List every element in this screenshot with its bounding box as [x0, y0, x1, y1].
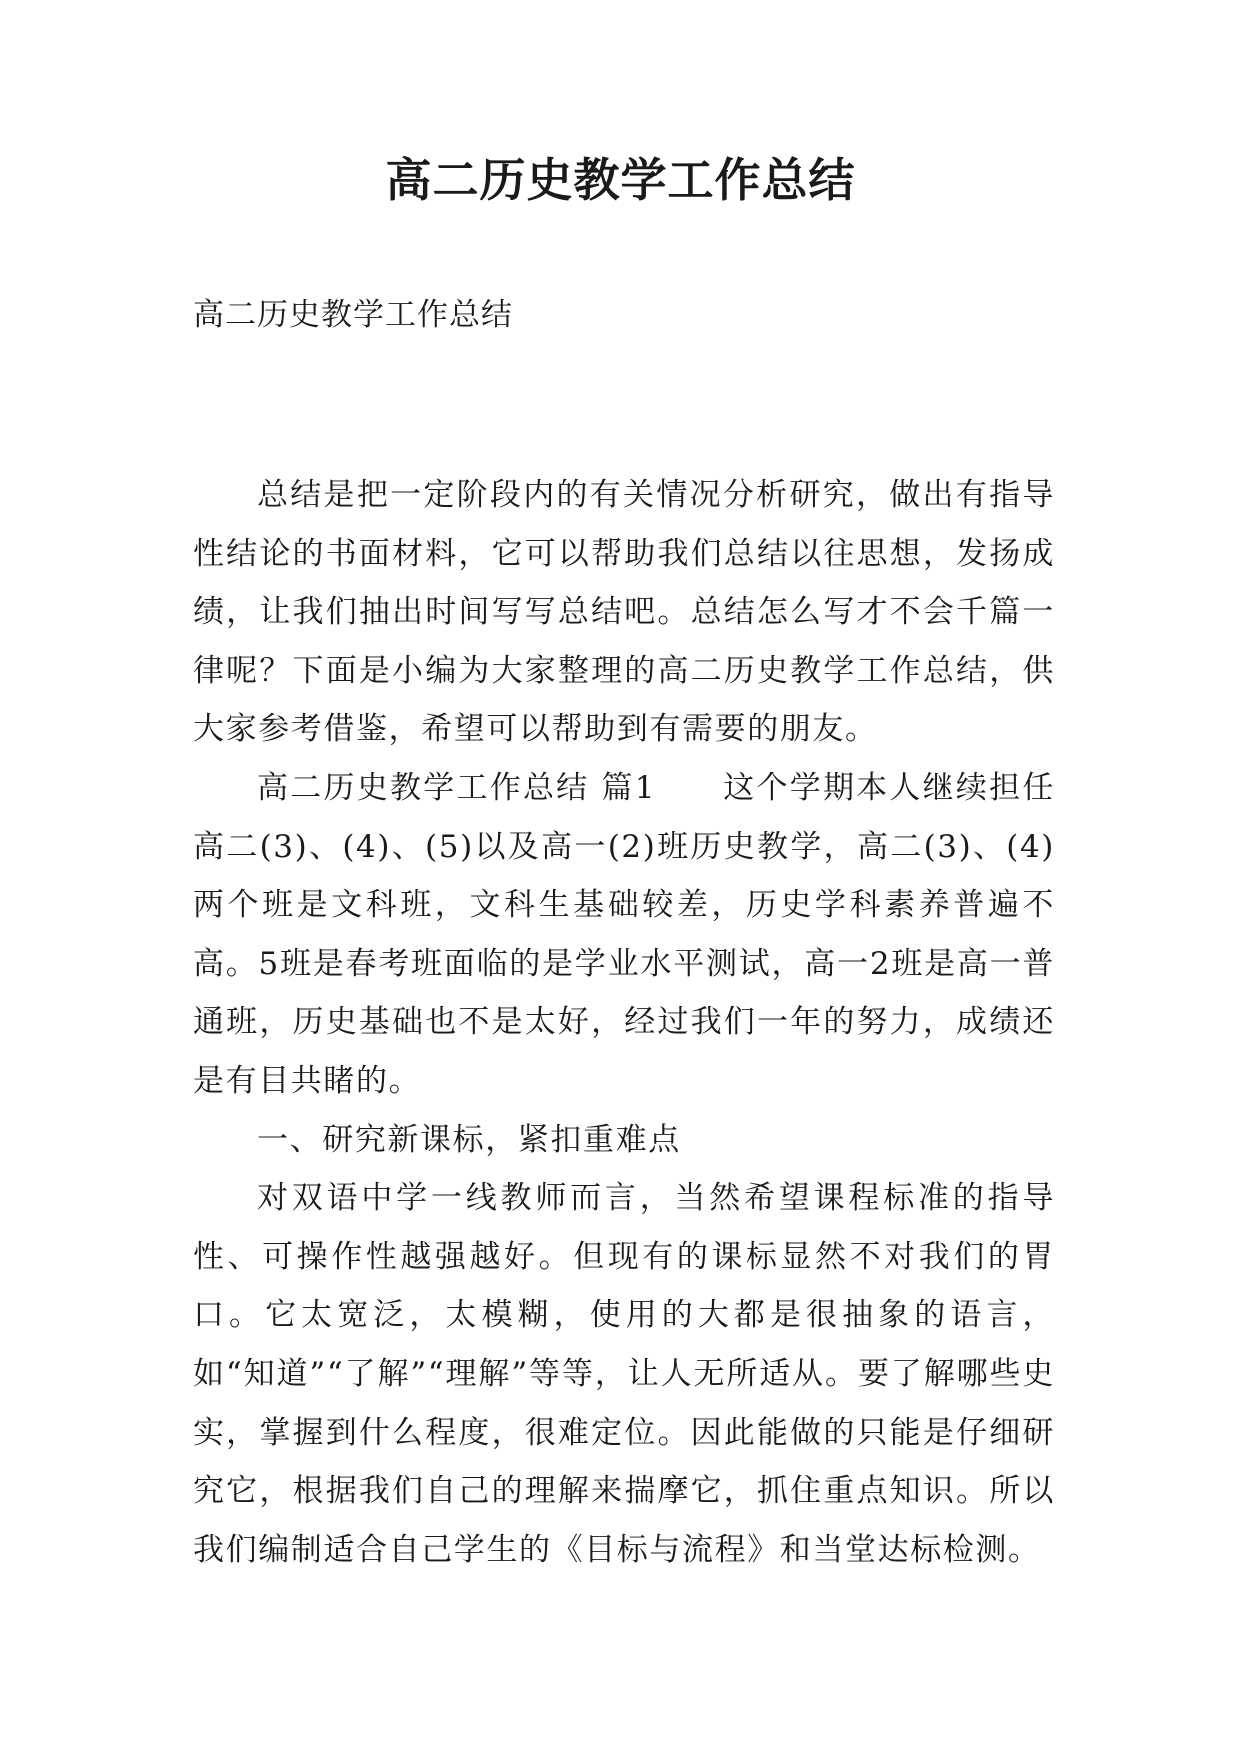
document-title: 高二历史教学工作总结	[385, 153, 856, 207]
section-1-paragraph: 高二历史教学工作总结 篇1 这个学期本人继续担任高二(3)、(4)、(5)以及高一(2)班历史教学，高二(3)、(4)两个班是文科班，文科生基础较差，历史学科素养普遍不高。5班是春考班面临的是学业水平测试，高一2班是高一普通班，历史基础也不是太好，经过我们一年的努力，成绩还是有目共睹的。	[193, 769, 1055, 1099]
document-subtitle: 高二历史教学工作总结	[193, 297, 513, 333]
heading-research-curriculum: 一、研究新课标，紧扣重难点	[257, 1121, 681, 1158]
document-body	[193, 466, 1055, 1579]
intro-paragraph: 总结是把一定阶段内的有关情况分析研究，做出有指导性结论的书面材料，它可以帮助我们总结以往思想，发扬成绩，让我们抽出时间写写总结吧。总结怎么写才不会千篇一律呢？下面是小编为大家整理的高二历史教学工作总结，供大家参考借鉴，希望可以帮助到有需要的朋友。	[193, 477, 1055, 748]
curriculum-paragraph: 对双语中学一线教师而言，当然希望课程标准的指导性、可操作性越强越好。但现有的课标显然不对我们的胃口。它太宽泛，太模糊，使用的大都是很抽象的语言，如“知道”“了解”“理解”等等，让人无所适从。要了解哪些史实，掌握到什么程度，很难定位。因此能做的只能是仔细研究它，根据我们自己的理解来揣摩它，抓住重点知识。所以我们编制适合自己学生的《目标与流程》和当堂达标检测。	[193, 1180, 1055, 1568]
